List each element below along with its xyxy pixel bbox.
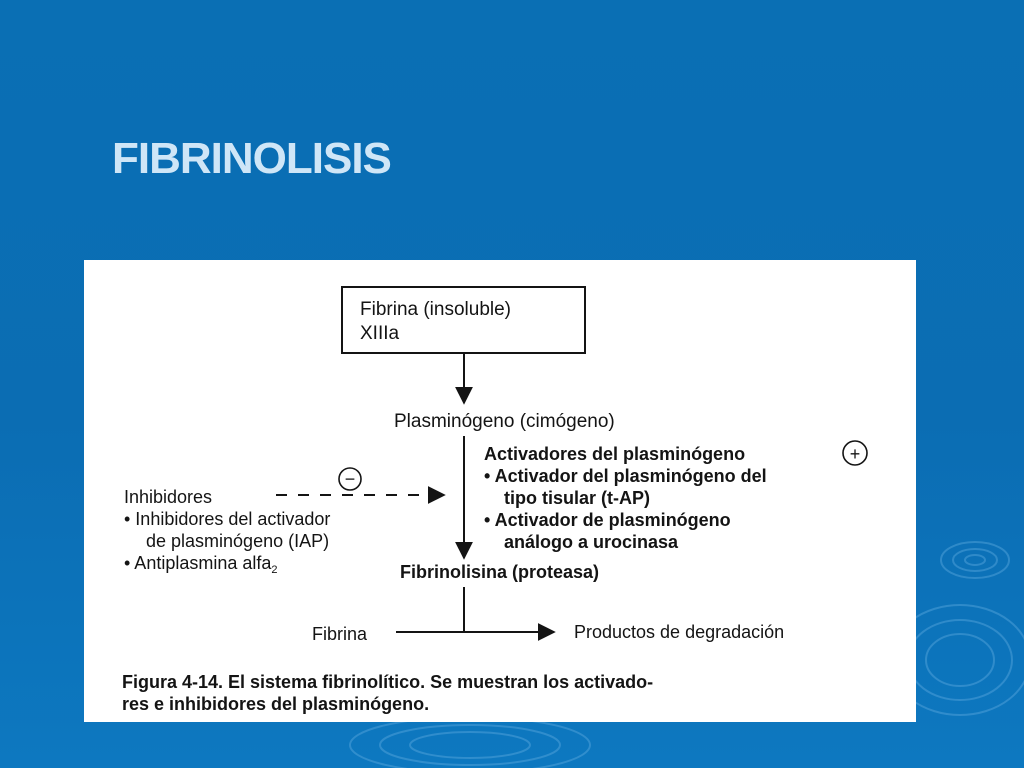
activator-plus-sign: + (849, 444, 861, 464)
alpha-subscript: 2 (271, 564, 278, 576)
fibrin-label: Fibrina (312, 624, 368, 644)
antiplasmin-label: • Antiplasmina alfa (124, 553, 272, 573)
inhibitor-item-2 (124, 553, 278, 576)
activator-item-2-cont: análogo a urocinasa (504, 532, 679, 552)
inhibitor-item-1: • Inhibidores del activador (124, 509, 331, 529)
inhibitor-minus-sign: − (344, 469, 356, 489)
inhibitor-item-1-cont: de plasminógeno (IAP) (146, 531, 330, 551)
activators-heading: Activadores del plasminógeno (484, 444, 746, 464)
slide-title: FIBRINOLISIS (112, 134, 391, 183)
activator-item-1-cont: tipo tisular (t-AP) (504, 488, 650, 508)
fibrinolysin-label: Fibrinolisina (proteasa) (400, 562, 600, 582)
figure-caption-line-1: Figura 4-14. El sistema fibrinolítico. Se muestran los activado- (122, 672, 654, 692)
fibrin-insoluble-label: Fibrina (insoluble) (360, 299, 512, 320)
activator-item-1: • Activador del plasminógeno del (484, 466, 767, 486)
inhibitors-heading: Inhibidores (124, 487, 213, 507)
fibrinolysis-figure (84, 260, 916, 722)
activator-item-2: • Activador de plasminógeno (484, 510, 731, 530)
figure-caption-line-2: res e inhibidores del plasminógeno. (122, 694, 430, 714)
degradation-products-label: Productos de degradación (574, 622, 785, 642)
fibrinolysis-diagram (84, 260, 916, 722)
plasminogen-label: Plasminógeno (cimógeno) (394, 411, 615, 432)
factor-xiiia-label: XIIIa (360, 323, 400, 344)
